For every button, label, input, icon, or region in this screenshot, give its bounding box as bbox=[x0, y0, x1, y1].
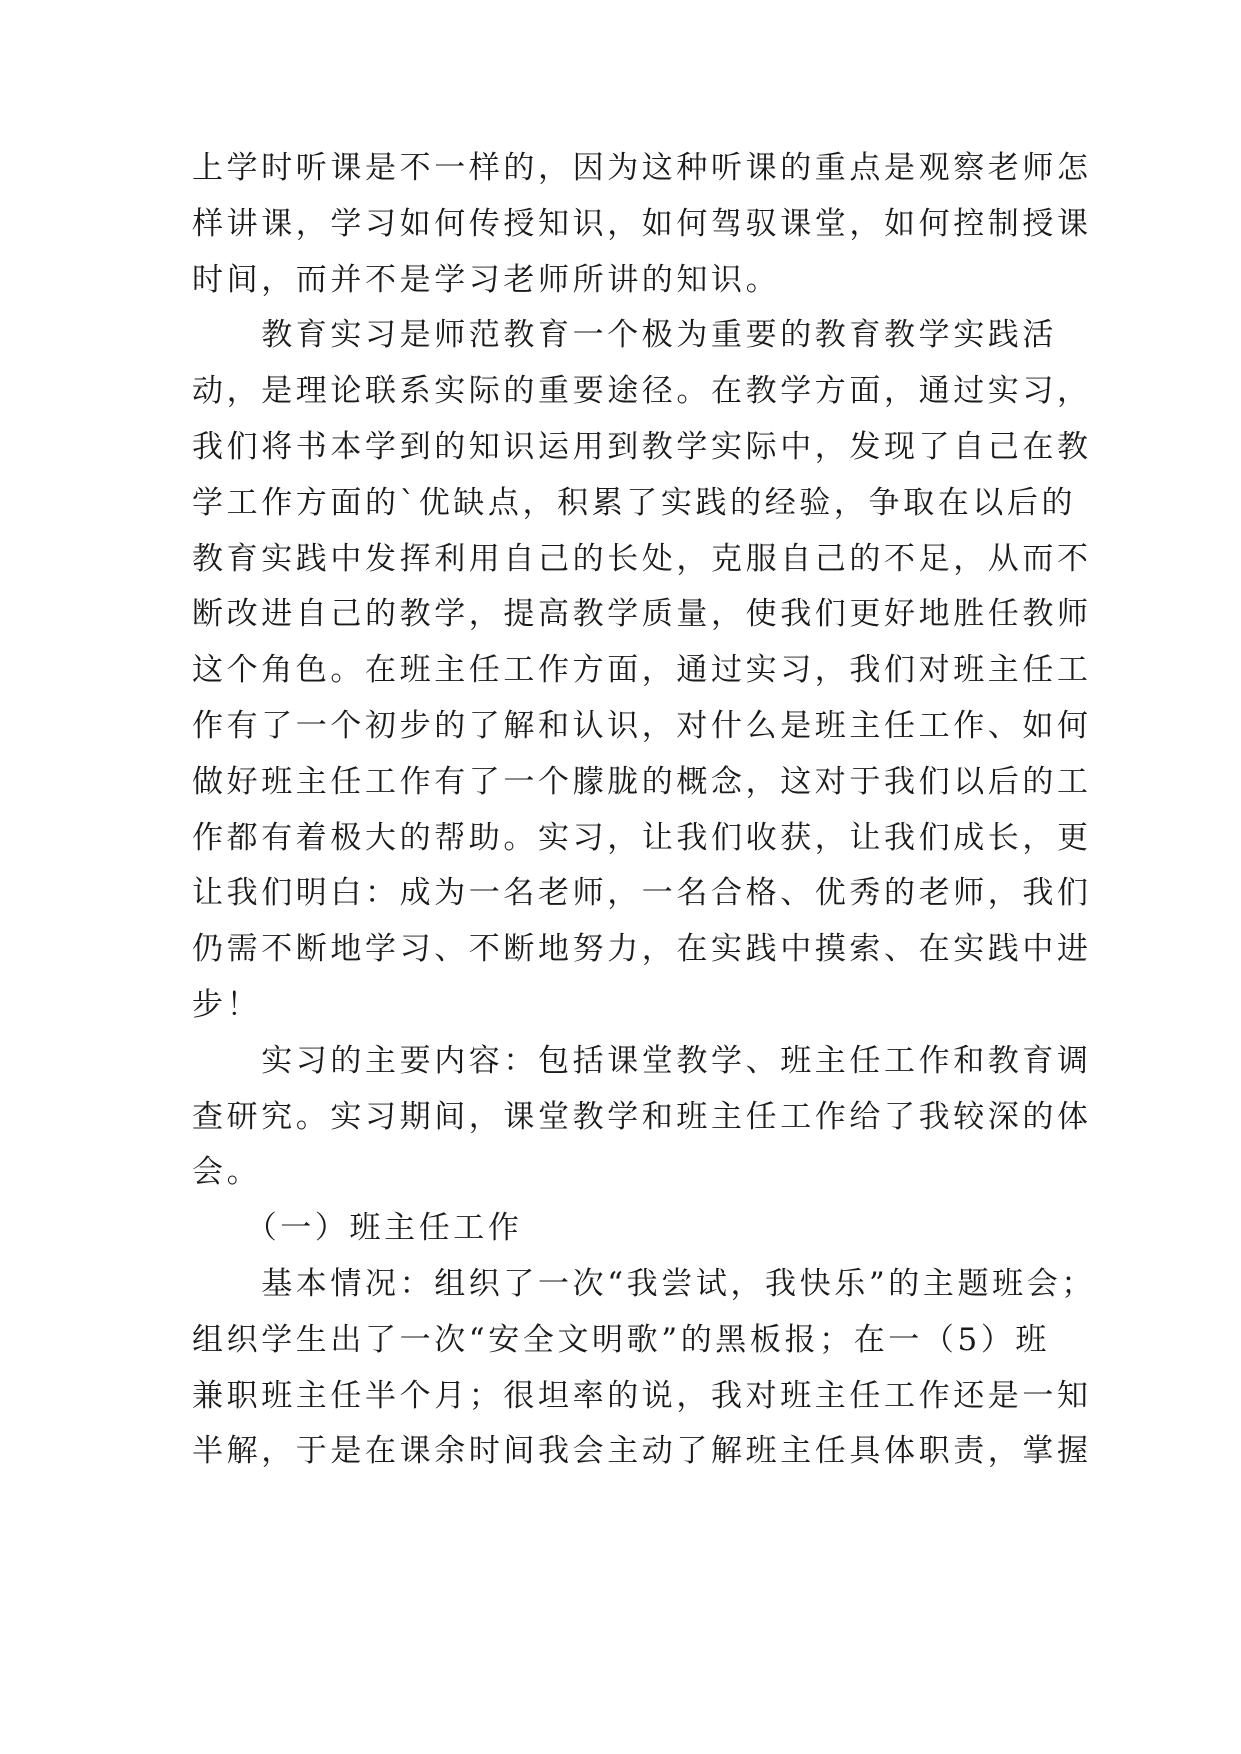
text-line: 会。 bbox=[192, 1154, 262, 1190]
text-line: 作有了一个初步的了解和认识，对什么是班主任工作、如何 bbox=[192, 708, 1092, 744]
text-line: 基本情况：组织了一次“我尝试，我快乐”的主题班会； bbox=[192, 1266, 1096, 1302]
text-line: 时间，而并不是学习老师所讲的知识。 bbox=[192, 262, 781, 298]
text-line: 我们将书本学到的知识运用到教学实际中，发现了自己在教 bbox=[192, 429, 1092, 465]
text-line: 仍需不断地学习、不断地努力，在实践中摸索、在实践中进 bbox=[192, 931, 1092, 967]
text-line: 查研究。实习期间，课堂教学和班主任工作给了我较深的体 bbox=[192, 1099, 1092, 1135]
text-line: 这个角色。在班主任工作方面，通过实习，我们对班主任工 bbox=[192, 652, 1092, 688]
text-line: 动，是理论联系实际的重要途径。在教学方面，通过实习， bbox=[192, 373, 1092, 409]
text-line: 组织学生出了一次“安全文明歌”的黑板报；在一（5）班 bbox=[192, 1322, 1051, 1358]
text-line: （一）班主任工作 bbox=[192, 1210, 523, 1246]
text-line: 让我们明白：成为一名老师，一名合格、优秀的老师，我们 bbox=[192, 875, 1092, 911]
text-line: 断改进自己的教学，提高教学质量，使我们更好地胜任教师 bbox=[192, 596, 1092, 632]
text-line: 步！ bbox=[192, 987, 262, 1023]
text-line: 兼职班主任半个月；很坦率的说，我对班主任工作还是一知 bbox=[192, 1378, 1092, 1414]
text-line: 学工作方面的`优缺点，积累了实践的经验，争取在以后的 bbox=[192, 485, 1077, 521]
text-line: 半解，于是在课余时间我会主动了解班主任具体职责，掌握 bbox=[192, 1433, 1092, 1469]
text-line: 样讲课，学习如何传授知识，如何驾驭课堂，如何控制授课 bbox=[192, 206, 1092, 242]
text-line: 教育实习是师范教育一个极为重要的教育教学实践活 bbox=[192, 317, 1057, 353]
text-line: 实习的主要内容：包括课堂教学、班主任工作和教育调 bbox=[192, 1043, 1092, 1079]
text-line: 作都有着极大的帮助。实习，让我们收获，让我们成长，更 bbox=[192, 820, 1092, 856]
text-line: 做好班主任工作有了一个朦胧的概念，这对于我们以后的工 bbox=[192, 764, 1092, 800]
text-line: 上学时听课是不一样的，因为这种听课的重点是观察老师怎 bbox=[192, 150, 1092, 186]
text-line: 教育实践中发挥利用自己的长处，克服自己的不足，从而不 bbox=[192, 541, 1092, 577]
